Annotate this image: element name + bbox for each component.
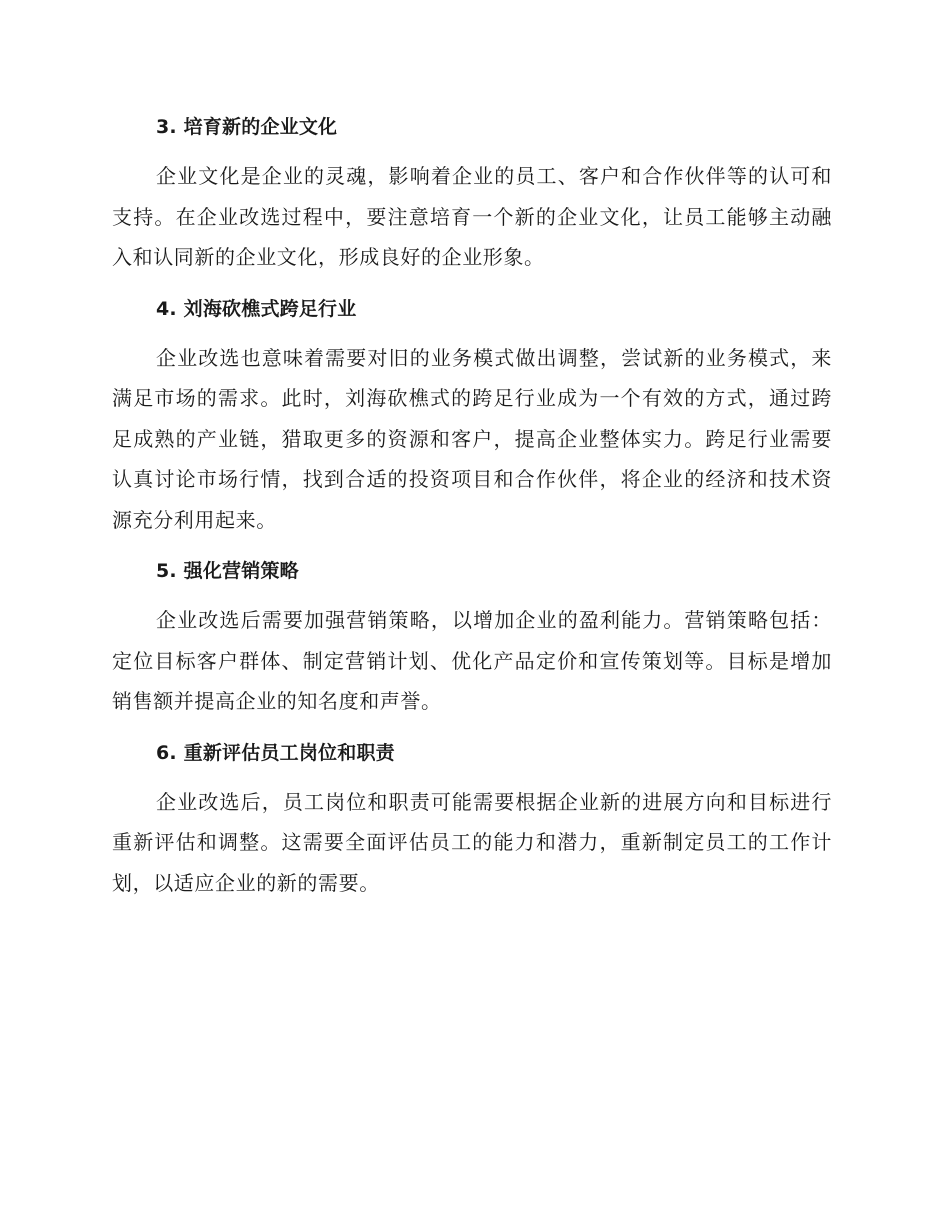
document-page: [112, 108, 832, 915]
section-culture: [112, 108, 832, 278]
section-paragraph: 企业文化是企业的灵魂，影响着企业的员工、客户和合作伙伴等的认可和支持。在企业改选过程中，要注意培育一个新的企业文化，让员工能够主动融入和认同新的企业文化，形成良好的企业形象。: [112, 164, 832, 269]
section-cross-industry: [112, 290, 832, 541]
section-heading: 4. 刘海砍樵式跨足行业: [156, 297, 357, 320]
section-staff-roles: [112, 734, 832, 904]
section-paragraph: 企业改选后需要加强营销策略，以增加企业的盈利能力。营销策略包括：定位目标客户群体、制定营销计划、优化产品定价和宣传策划等。目标是增加销售额并提高企业的知名度和声誉。: [112, 608, 832, 713]
section-paragraph: 企业改选后，员工岗位和职责可能需要根据企业新的进展方向和目标进行重新评估和调整。这需要全面评估员工的能力和潜力，重新制定员工的工作计划，以适应企业的新的需要。: [112, 789, 832, 895]
section-heading: 3. 培育新的企业文化: [156, 116, 338, 138]
section-paragraph: 企业改选也意味着需要对旧的业务模式做出调整，尝试新的业务模式，来满足市场的需求。此时，刘海砍樵式的跨足行业成为一个有效的方式，通过跨足成熟的产业链，猎取更多的资源和客户，提高企业整体实力。跨足行业需要认真讨论市场行情，找到合适的投资项目和合作伙伴，将企业的经济和技术资源充分利用起来。: [112, 345, 832, 532]
section-heading: 6. 重新评估员工岗位和职责: [156, 741, 395, 764]
section-marketing: [112, 552, 832, 722]
section-heading: 5. 强化营销策略: [156, 560, 299, 582]
